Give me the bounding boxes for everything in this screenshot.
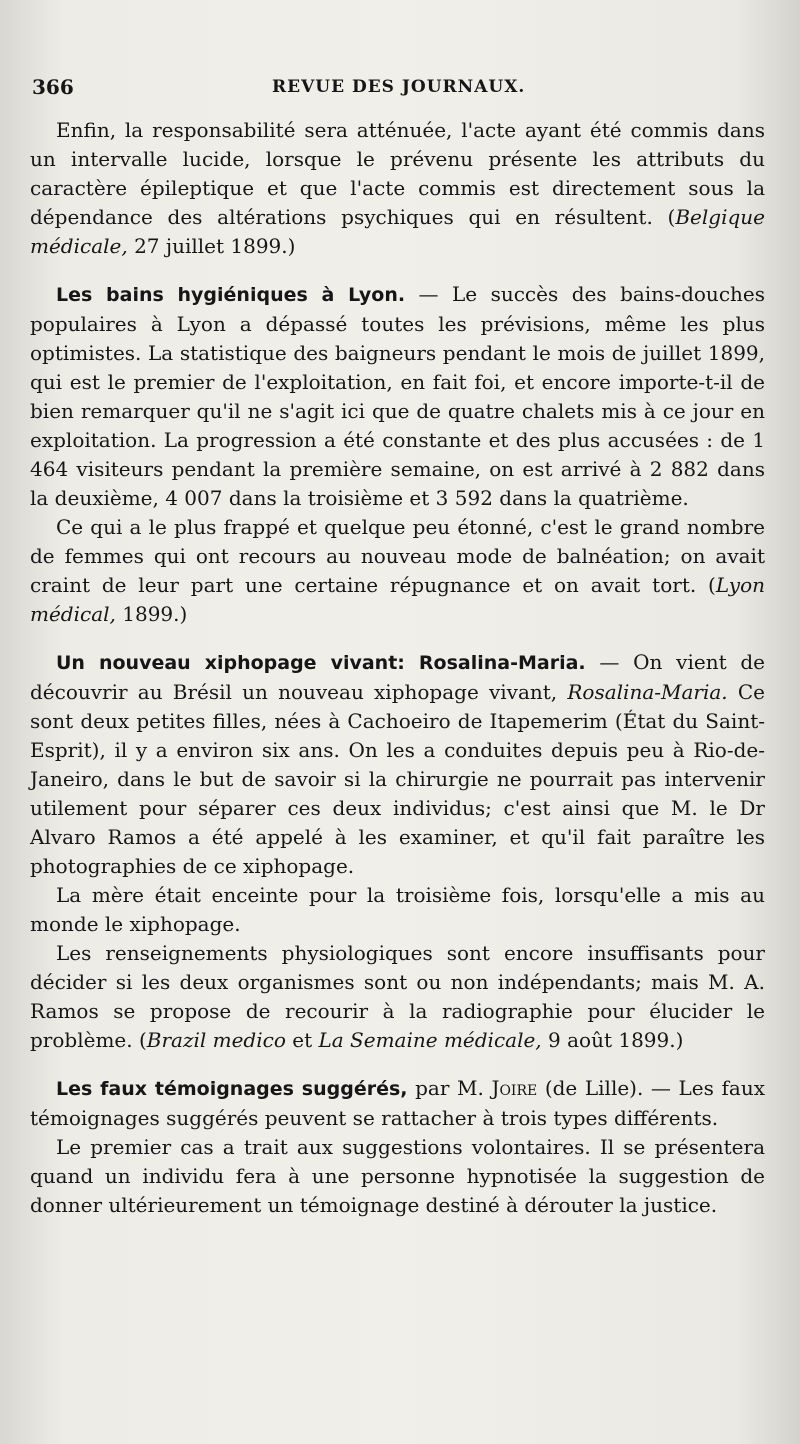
paragraph-premier-cas xyxy=(30,1133,765,1220)
paragraph-epilepsy-conclusion xyxy=(30,116,765,261)
paragraph-bains-lyon xyxy=(30,280,765,513)
text: par M. xyxy=(407,1076,492,1100)
page-body xyxy=(30,116,765,1220)
text: 9 août 1899.) xyxy=(541,1028,684,1052)
article-title-bains-lyon: Les bains hygiéniques à Lyon. xyxy=(56,284,406,306)
text: Le premier cas a trait aux suggestions volontaires. Il se présentera quand un individu fera à une personne hypnotisée la suggestion de donner ultérieurement un témoignage destiné à dérouter la justice. xyxy=(30,1135,765,1217)
text: — On vient de découvrir au Brésil un nouveau xiphopage vivant, xyxy=(30,650,766,704)
citation: La Semaine médicale, xyxy=(318,1028,542,1052)
running-head: REVUE DES JOURNAUX. xyxy=(272,77,526,97)
article-title-faux-temoignages: Les faux témoignages suggérés, xyxy=(56,1078,408,1100)
text: La mère était enceinte pour la troisième fois, lorsqu'elle a mis au monde le xiphopage. xyxy=(30,883,765,936)
article-title-xiphopage: Un nouveau xiphopage vivant: Rosalina-Maria. xyxy=(56,652,586,674)
text: — Le succès des bains-douches populaires à Lyon a dépassé toutes les prévisions, même les plus optimistes. La statistique des baigneurs pendant le mois de juillet 1899, qui est le premier de l'exploitation, en fait foi, et encore importe-t-il de bien remarquer qu'il ne s'agit ici que de quatre chalets mis à ce jour en exploitation. La progression a été constante et des plus accusées : de 1 464 visiteurs pendant la première semaine, on est arrivé à 2 882 dans la deuxième, 4 007 dans la troisième et 3 592 dans la quatrième. xyxy=(30,282,765,510)
text: Enfin, la responsabilité sera atténuée, l'acte ayant été commis dans un intervalle lucide, lorsque le prévenu présente les attributs du caractère épileptique et que l'acte commis est directement sous la dépendance des altérations psychiques qui en résultent. ( xyxy=(30,118,765,229)
paragraph-renseignements xyxy=(30,939,765,1055)
page-header xyxy=(32,72,770,102)
text: 27 juillet 1899.) xyxy=(127,234,296,258)
paragraph-faux-temoignages xyxy=(30,1074,765,1133)
text: (de Lille). — Les faux témoignages suggérés peuvent se rattacher à trois types différents. xyxy=(30,1076,765,1130)
citation: Brazil medico xyxy=(146,1028,286,1052)
paragraph-bains-femmes xyxy=(30,513,765,629)
name-rosalina-maria: Rosalina-Maria. xyxy=(567,680,728,704)
text: et xyxy=(285,1028,319,1052)
paragraph-mere xyxy=(30,881,765,939)
text: 1899.) xyxy=(115,602,188,626)
text: Ce qui a le plus frappé et quelque peu étonné, c'est le grand nombre de femmes qui ont recours au nouveau mode de balnéation; on avait craint de leur part une certaine répugnance et on avait tort. ( xyxy=(30,515,765,597)
citation: Belgique médicale, xyxy=(30,205,765,258)
citation: Lyon médical, xyxy=(30,573,765,626)
author-name: Joire xyxy=(491,1076,538,1100)
text: Ce sont deux petites filles, nées à Cachoeiro de Itapemerim (État du Saint-Esprit), il y a environ six ans. On les a conduites depuis peu à Rio-de-Janeiro, dans le but de savoir si la chirurgie ne pourrait pas intervenir utilement pour séparer ces deux individus; c'est ainsi que M. le Dr Alvaro Ramos a été appelé à les examiner, et qu'il fait paraître les photographies de ce xiphopage. xyxy=(30,680,766,878)
paragraph-xiphopage xyxy=(30,648,765,881)
page-number: 366 xyxy=(32,75,74,99)
text: Les renseignements physiologiques sont encore insuffisants pour décider si les deux organismes sont ou non indépendants; mais M. A. Ramos se propose de recourir à la radiographie pour élucider le problème. ( xyxy=(30,941,765,1052)
